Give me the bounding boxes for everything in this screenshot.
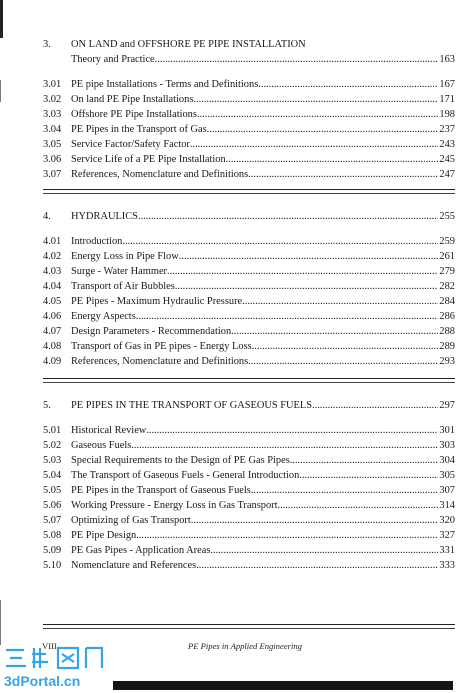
toc-entry[interactable] (43, 264, 455, 279)
toc-entry[interactable] (43, 77, 455, 92)
entry-page: 303 (439, 440, 455, 451)
watermark-text: 3dPortal.cn (4, 673, 81, 689)
dot-leader (122, 234, 438, 249)
entry-number: 4.03 (43, 266, 62, 277)
dot-leader (277, 498, 438, 513)
entry-title: Offshore PE Pipe Installations (71, 109, 197, 120)
section-divider (43, 189, 455, 190)
toc-entry[interactable] (43, 122, 455, 137)
entry-title: PE Gas Pipes - Application Areas (71, 545, 211, 556)
toc-entry[interactable] (43, 279, 455, 294)
entry-number: 3.05 (43, 139, 62, 150)
entry-number: 4.02 (43, 251, 62, 262)
entry-page: 282 (439, 281, 455, 292)
entry-title: Service Factor/Safety Factor (71, 139, 190, 150)
toc-entry[interactable] (43, 468, 455, 483)
entry-number: 4.09 (43, 356, 62, 367)
toc-entry[interactable] (43, 354, 455, 369)
entry-number: 5.08 (43, 530, 62, 541)
entry-title: Energy Loss in Pipe Flow (71, 251, 179, 262)
entry-number: 5.06 (43, 500, 62, 511)
toc-entry[interactable] (43, 294, 455, 309)
chapter-number: 5. (43, 400, 51, 411)
dot-leader (242, 294, 438, 309)
chapter-number: 4. (43, 211, 51, 222)
dot-leader (175, 279, 439, 294)
toc-entry[interactable] (43, 234, 455, 249)
dot-leader (136, 528, 438, 543)
toc-entry[interactable] (43, 309, 455, 324)
scan-margin-mark (0, 80, 1, 102)
entry-page: 261 (439, 251, 455, 262)
dot-leader (252, 339, 439, 354)
toc-entry[interactable] (43, 249, 455, 264)
scan-margin-mark (0, 600, 1, 645)
section-divider (43, 193, 455, 194)
entry-page: 259 (439, 236, 455, 247)
dot-leader (231, 324, 438, 339)
watermark-logo (2, 644, 114, 690)
chapter-heading[interactable] (43, 398, 455, 413)
toc-entry[interactable] (43, 483, 455, 498)
chapter-heading[interactable] (43, 209, 455, 224)
chapter-title: ON LAND and OFFSHORE PE PIPE INSTALLATION (71, 39, 306, 50)
entry-number: 4.07 (43, 326, 62, 337)
toc-entry[interactable] (43, 107, 455, 122)
dot-leader (167, 264, 438, 279)
toc-entry[interactable] (43, 498, 455, 513)
entry-number: 4.05 (43, 296, 62, 307)
chapter-5 (43, 398, 455, 573)
chapter-4 (43, 209, 455, 369)
entry-title: Surge - Water Hammer (71, 266, 168, 277)
dot-leader (131, 438, 438, 453)
toc-entries (43, 234, 455, 369)
entry-title: Energy Aspects (71, 311, 136, 322)
chapter-heading (43, 37, 455, 52)
toc-entry[interactable] (43, 453, 455, 468)
dot-leader (191, 513, 439, 528)
entry-title: Introduction (71, 236, 123, 247)
entry-title: References, Nomenclature and Definitions (71, 169, 249, 180)
entry-number: 5.10 (43, 560, 62, 571)
entry-number: 5.02 (43, 440, 62, 451)
footer-running-title: PE Pipes in Applied Engineering (188, 641, 302, 651)
entry-number: 5.07 (43, 515, 62, 526)
dot-leader (179, 249, 439, 264)
entry-title: Nomenclature and References (71, 560, 197, 571)
section-divider (43, 382, 455, 383)
entry-number: 4.04 (43, 281, 62, 292)
toc-entry[interactable] (43, 423, 455, 438)
section-divider (43, 378, 455, 379)
entry-number: 5.05 (43, 485, 62, 496)
entry-page: 279 (439, 266, 455, 277)
entry-title: On land PE Pipe Installations (71, 94, 194, 105)
toc-entry[interactable] (43, 324, 455, 339)
toc-entry[interactable] (43, 137, 455, 152)
toc-entries (43, 423, 455, 573)
chapter-number: 3. (43, 39, 51, 50)
scan-margin-mark (0, 0, 3, 38)
dot-leader (226, 152, 439, 167)
dot-leader (299, 468, 438, 483)
entry-page: 167 (439, 79, 455, 90)
toc-entry[interactable] (43, 152, 455, 167)
entry-number: 3.02 (43, 94, 62, 105)
entry-page: 237 (439, 124, 455, 135)
dot-leader (146, 423, 438, 438)
chapter-subtitle-line[interactable] (43, 52, 455, 67)
dot-leader (193, 92, 438, 107)
entry-page: 327 (439, 530, 455, 541)
entry-number: 5.09 (43, 545, 62, 556)
entry-title: PE Pipes in the Transport of Gaseous Fuels (71, 485, 251, 496)
entry-page: 171 (439, 94, 455, 105)
entry-number: 3.04 (43, 124, 62, 135)
toc-entry[interactable] (43, 558, 455, 573)
entry-page: 288 (439, 326, 455, 337)
entry-page: 331 (439, 545, 455, 556)
entry-title: Design Parameters - Recommendation (71, 326, 232, 337)
footer-rule (43, 628, 455, 629)
dot-leader (197, 107, 438, 122)
entry-page: 247 (439, 169, 455, 180)
entry-number: 4.06 (43, 311, 62, 322)
chapter-page: 297 (439, 400, 455, 411)
chapter-title: HYDRAULICS (71, 211, 138, 222)
entry-title: Special Requirements to the Design of PE Gas Pipes (71, 455, 290, 466)
footer-rule (43, 624, 455, 625)
entry-number: 3.03 (43, 109, 62, 120)
dot-leader (136, 309, 439, 324)
toc-entry[interactable] (43, 438, 455, 453)
entry-page: 243 (439, 139, 455, 150)
dot-leader (290, 453, 439, 468)
entry-page: 333 (439, 560, 455, 571)
entry-page: 293 (439, 356, 455, 367)
chapter-title: PE PIPES IN THE TRANSPORT OF GASEOUS FUELS (71, 400, 313, 411)
dot-leader (210, 543, 438, 558)
entry-number: 3.01 (43, 79, 62, 90)
entry-title: References, Nomenclature and Definitions (71, 356, 249, 367)
dot-leader (248, 354, 438, 369)
entry-page: 304 (439, 455, 455, 466)
entry-page: 245 (439, 154, 455, 165)
chapter-3 (43, 37, 455, 182)
dot-leader (258, 77, 438, 92)
entry-title: PE Pipe Design (71, 530, 137, 541)
entry-title: The Transport of Gaseous Fuels - General Introduction (71, 470, 300, 481)
entry-title: Service Life of a PE Pipe Installation (71, 154, 226, 165)
dot-leader (190, 137, 439, 152)
entry-number: 4.08 (43, 341, 62, 352)
entry-title: PE Pipes in the Transport of Gas (71, 124, 207, 135)
toc-entry[interactable] (43, 543, 455, 558)
entry-title: Historical Review (71, 425, 147, 436)
entry-page: 307 (439, 485, 455, 496)
toc-entry[interactable] (43, 339, 455, 354)
toc-entry[interactable] (43, 92, 455, 107)
entry-number: 3.07 (43, 169, 62, 180)
entry-page: 320 (439, 515, 455, 526)
dot-leader (196, 558, 438, 573)
entry-title: Working Pressure - Energy Loss in Gas Transport (71, 500, 278, 511)
toc-entry[interactable] (43, 528, 455, 543)
entry-number: 5.01 (43, 425, 62, 436)
chapter-page: 255 (439, 211, 455, 222)
entry-page: 284 (439, 296, 455, 307)
entry-page: 301 (439, 425, 455, 436)
entry-page: 286 (439, 311, 455, 322)
entry-title: Gaseous Fuels (71, 440, 132, 451)
chapter-page: 163 (439, 54, 455, 65)
entry-title: PE pipe Installations - Terms and Definitions (71, 79, 259, 90)
entry-title: PE Pipes - Maximum Hydraulic Pressure (71, 296, 243, 307)
entry-title: Optimizing of Gas Transport (71, 515, 191, 526)
entry-title: Transport of Gas in PE pipes - Energy Loss (71, 341, 252, 352)
entry-number: 4.01 (43, 236, 62, 247)
toc-entry[interactable] (43, 513, 455, 528)
entry-number: 5.04 (43, 470, 62, 481)
entry-number: 5.03 (43, 455, 62, 466)
dot-leader (248, 167, 438, 182)
entry-page: 289 (439, 341, 455, 352)
scan-edge-bar (113, 681, 453, 690)
toc-entry[interactable] (43, 167, 455, 182)
dot-leader (207, 122, 439, 137)
entry-page: 198 (439, 109, 455, 120)
entry-page: 314 (439, 500, 455, 511)
entry-page: 305 (439, 470, 455, 481)
chapter-subtitle: Theory and Practice (71, 54, 155, 65)
entry-number: 3.06 (43, 154, 62, 165)
dot-leader (251, 483, 439, 498)
toc-entries (43, 77, 455, 182)
entry-title: Transport of Air Bubbles (71, 281, 175, 292)
footer-page-number: VIII (42, 641, 57, 651)
